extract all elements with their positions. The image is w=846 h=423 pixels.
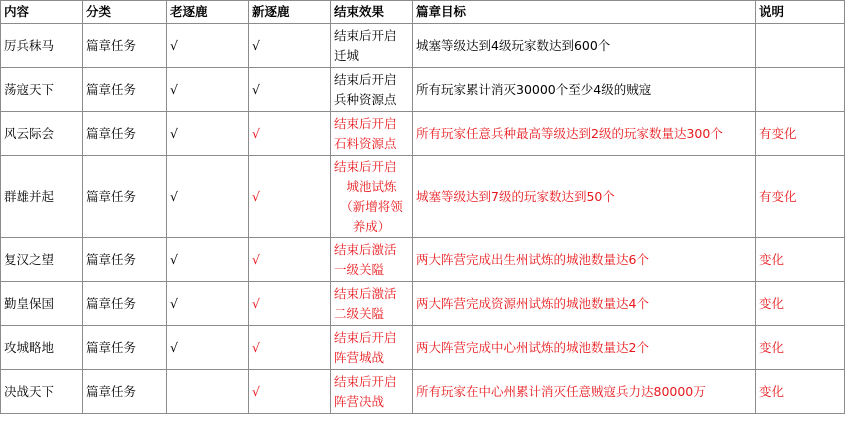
effect-line: 阵营城战 [334,349,385,365]
header-new: 新逐鹿 [249,1,331,24]
effect-line: 一级关隘 [334,261,385,277]
row-effect-cell [331,238,413,282]
row-name-cell: 荡寇天下 [1,68,83,112]
row-category-cell: 篇章任务 [83,370,167,414]
row-goal-cell: 城塞等级达到7级的玩家数达到50个 [413,156,756,238]
table-row [1,326,845,370]
effect-line: 结束后开启 [334,158,397,174]
effect-line: 二级关隘 [334,305,385,321]
row-new-check: √ [249,326,331,370]
row-new-check: √ [249,282,331,326]
table-body [1,24,845,414]
row-goal-cell: 两大阵营完成出生州试炼的城池数量达6个 [413,238,756,282]
effect-line: 养成） [352,218,391,234]
row-category-cell: 篇章任务 [83,326,167,370]
header-old: 老逐鹿 [167,1,249,24]
row-effect-cell [331,282,413,326]
row-new-check: √ [249,68,331,112]
row-category-cell: 篇章任务 [83,282,167,326]
effect-line: 结束后开启 [334,329,397,345]
row-new-check: √ [249,24,331,68]
row-name-cell: 勤皇保国 [1,282,83,326]
table-row [1,282,845,326]
row-new-check: √ [249,370,331,414]
header-row [1,1,845,24]
row-goal-cell: 所有玩家在中心州累计消灭任意贼寇兵力达80000万 [413,370,756,414]
row-old-check: √ [167,282,249,326]
table-row [1,24,845,68]
effect-line: （新增将领 [340,198,403,214]
table-row [1,238,845,282]
effect-line: 兵种资源点 [334,91,397,107]
row-note-cell: 变化 [756,326,845,370]
row-effect-cell [331,370,413,414]
row-new-check: √ [249,112,331,156]
effect-line: 阵营决战 [334,393,385,409]
row-category-cell: 篇章任务 [83,238,167,282]
row-category-cell: 篇章任务 [83,24,167,68]
row-effect-cell [331,68,413,112]
row-goal-cell: 所有玩家累计消灭30000个至少4级的贼寇 [413,68,756,112]
effect-line: 迁城 [334,47,360,63]
row-name-cell: 决战天下 [1,370,83,414]
effect-line: 石料资源点 [334,135,397,151]
table-row [1,370,845,414]
row-category-cell: 篇章任务 [83,112,167,156]
row-name-cell: 厉兵秣马 [1,24,83,68]
row-goal-cell: 所有玩家任意兵种最高等级达到2级的玩家数量达300个 [413,112,756,156]
row-name-cell: 群雄并起 [1,156,83,238]
row-effect-cell [331,156,413,238]
row-old-check: √ [167,24,249,68]
row-old-check: √ [167,156,249,238]
row-goal-cell: 两大阵营完成中心州试炼的城池数量达2个 [413,326,756,370]
row-name-cell: 复汉之望 [1,238,83,282]
row-old-check: √ [167,112,249,156]
effect-line: 结束后激活 [334,241,397,257]
header-category: 分类 [83,1,167,24]
row-category-cell: 篇章任务 [83,68,167,112]
effect-line: 结束后开启 [334,27,397,43]
row-note-cell: 有变化 [756,112,845,156]
effect-line: 结束后开启 [334,373,397,389]
header-goal: 篇章目标 [413,1,756,24]
effect-line: 结束后激活 [334,285,397,301]
table-row [1,112,845,156]
row-goal-cell: 两大阵营完成资源州试炼的城池数量达4个 [413,282,756,326]
row-old-check: √ [167,326,249,370]
row-old-check [167,370,249,414]
row-new-check: √ [249,156,331,238]
row-effect-cell [331,112,413,156]
row-note-cell: 变化 [756,370,845,414]
header-content: 内容 [1,1,83,24]
table-row [1,156,845,238]
row-name-cell: 风云际会 [1,112,83,156]
row-effect-cell [331,24,413,68]
row-category-cell: 篇章任务 [83,156,167,238]
row-old-check: √ [167,68,249,112]
effect-line: 结束后开启 [334,115,397,131]
row-old-check: √ [167,238,249,282]
row-note-cell: 变化 [756,282,845,326]
effect-line: 城池试炼 [346,178,397,194]
row-note-cell: 有变化 [756,156,845,238]
row-note-cell [756,24,845,68]
table-row [1,68,845,112]
row-goal-cell: 城塞等级达到4级玩家数达到600个 [413,24,756,68]
header-note: 说明 [756,1,845,24]
effect-line: 结束后开启 [334,71,397,87]
row-new-check: √ [249,238,331,282]
row-note-cell [756,68,845,112]
row-effect-cell [331,326,413,370]
header-effect: 结束效果 [331,1,413,24]
row-note-cell: 变化 [756,238,845,282]
row-name-cell: 攻城略地 [1,326,83,370]
